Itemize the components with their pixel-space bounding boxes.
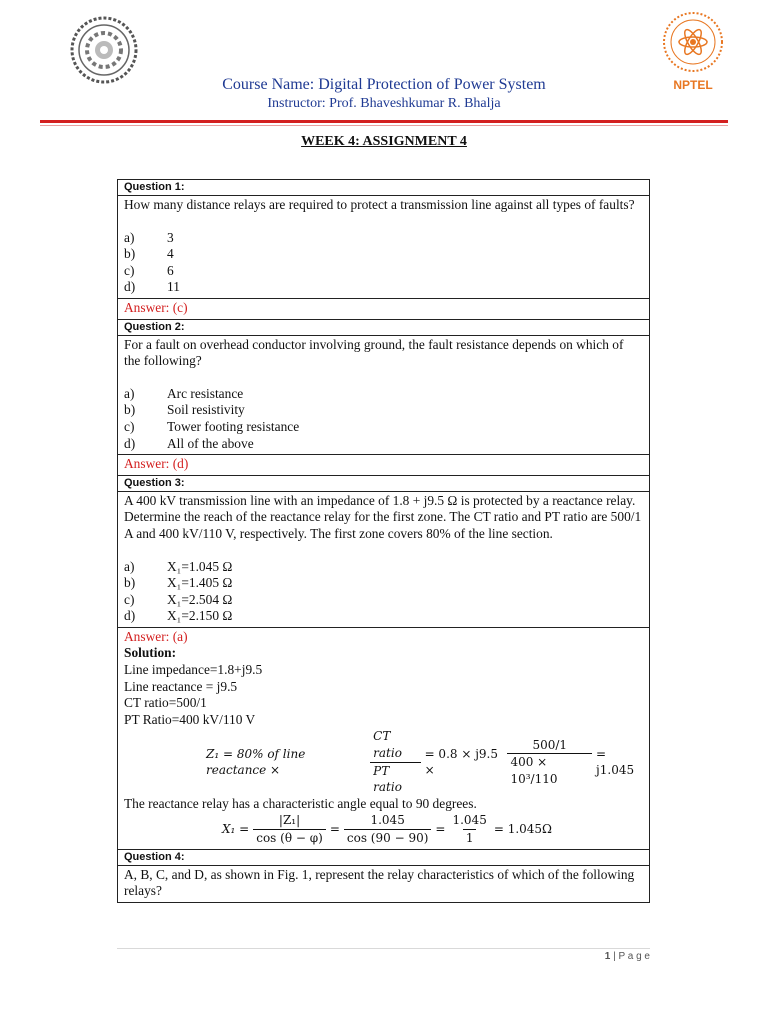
footer-divider — [117, 948, 650, 949]
question-body — [118, 491, 650, 627]
solution-line: Line impedance=1.8+j9.5 — [124, 662, 263, 678]
option-letter: c) — [124, 591, 135, 607]
fraction-numerator: CT ratio — [373, 729, 402, 761]
option-letter: a) — [124, 558, 135, 574]
page-number: 1 — [604, 951, 611, 962]
option-letter: a) — [124, 385, 135, 401]
option-text: X₁=2.504 Ω — [167, 591, 233, 607]
equation-z1 — [206, 728, 643, 795]
equation-x1 — [222, 812, 643, 846]
option-letter: c) — [124, 262, 135, 278]
fraction — [449, 812, 489, 846]
fraction-denominator: PT ratio — [370, 762, 420, 796]
option-letter: d) — [124, 608, 136, 624]
institute-seal-logo — [70, 16, 138, 84]
question-text: For a fault on overhead conductor involving ground, the fault resistance depends on which of the following? — [124, 336, 624, 369]
question-body — [118, 865, 650, 902]
option — [124, 436, 643, 453]
course-name: Course Name: Digital Protection of Power System — [222, 76, 546, 93]
option-letter: b) — [124, 402, 136, 418]
eq-lhs: Z₁ = 80% of line reactance × — [206, 746, 306, 778]
question-heading: Question 3: — [118, 475, 650, 491]
fraction-denominator: 400 × 10³/110 — [507, 753, 592, 787]
option-text: X₁=1.405 Ω — [167, 575, 233, 591]
eq-rhs: = j1.045 — [596, 746, 635, 778]
answer: Answer: (d) — [118, 455, 650, 476]
fraction-numerator: 1.045 — [452, 813, 487, 828]
option — [124, 608, 643, 625]
question-text: How many distance relays are required to protect a transmission line against all types of faults? — [124, 197, 635, 212]
question-heading: Question 1: — [118, 180, 650, 196]
question-heading: Question 2: — [118, 319, 650, 335]
option-text: All of the above — [167, 435, 254, 451]
option — [124, 402, 643, 419]
option-text: 6 — [167, 262, 174, 278]
option-letter: b) — [124, 246, 136, 262]
instructor-name: Instructor: Prof. Bhaveshkumar R. Bhalja — [267, 96, 501, 111]
option-text: 4 — [167, 246, 174, 262]
option-letter: d) — [124, 435, 136, 451]
fraction-numerator: 500/1 — [532, 737, 568, 752]
fraction-numerator: |Z₁| — [278, 813, 301, 828]
fraction-numerator: 1.045 — [370, 813, 405, 828]
option-text: Soil resistivity — [167, 402, 245, 418]
option-text: Arc resistance — [167, 385, 244, 401]
option — [124, 230, 643, 247]
option-text: Tower footing resistance — [167, 418, 300, 434]
option — [124, 419, 643, 436]
header-divider-shadow — [40, 125, 728, 126]
question-heading: Question 4: — [118, 849, 650, 865]
fraction — [344, 812, 432, 846]
nptel-logo-text: NPTEL — [673, 78, 713, 92]
option — [124, 559, 643, 576]
header-divider — [40, 120, 728, 123]
questions-table — [117, 179, 650, 903]
option-text: 11 — [167, 279, 180, 295]
solution-label: Solution: — [124, 645, 177, 661]
eq-rhs: = 1.045Ω — [493, 822, 552, 837]
solution-line: Line reactance = j9.5 — [124, 678, 238, 694]
fraction — [507, 737, 592, 788]
page-footer — [540, 951, 650, 962]
option — [124, 263, 643, 280]
fraction-denominator: 1 — [463, 829, 477, 847]
fraction-denominator: cos (90 − 90) — [344, 829, 432, 847]
option — [124, 575, 643, 592]
page-label: | P a g e — [610, 951, 650, 962]
option-letter: d) — [124, 279, 136, 295]
option-text: X₁=1.045 Ω — [167, 558, 233, 574]
question-text: A, B, C, and D, as shown in Fig. 1, represent the relay characteristics of which of the following relays? — [124, 866, 635, 899]
question-text: A 400 kV transmission line with an impedance of 1.8 + j9.5 Ω is protected by a reactance relay. Determine the reach of the reactance relay for the first zone. The CT ratio and PT ratio are 500/1 A and 400 kV/110 V, respectively. The first zone covers 80% of the line section. — [124, 492, 642, 541]
question-body — [118, 335, 650, 455]
eq-equals: = — [329, 822, 340, 837]
answer: Answer: (c) — [118, 298, 650, 319]
fraction — [370, 728, 420, 795]
option-letter: c) — [124, 418, 135, 434]
option-text: 3 — [167, 229, 174, 245]
fraction-denominator: cos (θ − φ) — [253, 829, 326, 847]
option — [124, 386, 643, 403]
answer-solution-cell — [118, 627, 650, 849]
solution-line: PT Ratio=400 kV/110 V — [124, 711, 256, 727]
option-letter: b) — [124, 575, 136, 591]
question-body — [118, 196, 650, 299]
fraction — [253, 812, 326, 846]
option — [124, 592, 643, 609]
option — [124, 246, 643, 263]
solution-note: The reactance relay has a characteristic angle equal to 90 degrees. — [124, 795, 477, 811]
option-letter: a) — [124, 229, 135, 245]
option — [124, 279, 643, 296]
eq-lhs: X₁ = — [222, 822, 250, 837]
eq-equals: = — [435, 822, 446, 837]
eq-middle: = 0.8 × j9.5 × — [424, 746, 499, 778]
answer: Answer: (a) — [124, 628, 188, 644]
assignment-title: WEEK 4: ASSIGNMENT 4 — [301, 134, 467, 149]
solution-line: CT ratio=500/1 — [124, 695, 207, 711]
option-text: X₁=2.150 Ω — [167, 608, 233, 624]
